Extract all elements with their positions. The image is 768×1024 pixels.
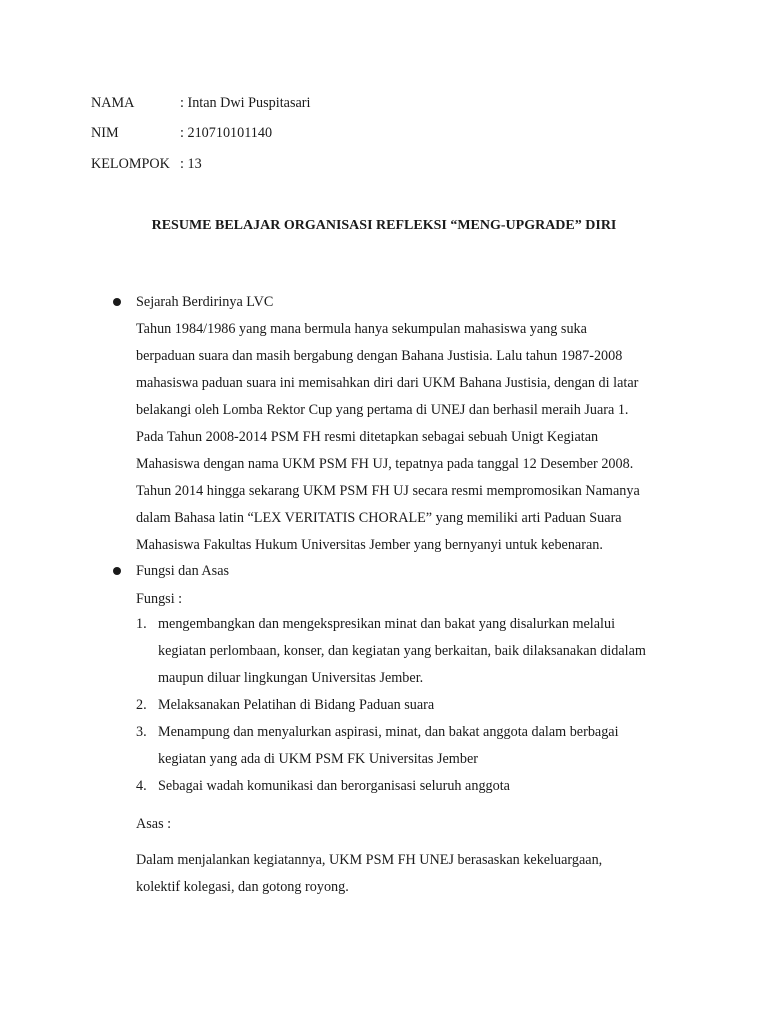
name-value: : Intan Dwi Puspitasari (180, 95, 311, 111)
kelompok-label: KELOMPOK (91, 156, 170, 172)
section-heading-fungsi-asas: Fungsi dan Asas (136, 563, 230, 579)
sejarah-paragraph (136, 319, 696, 562)
paragraph-line: kolektif kolegasi, dan gotong royong. (136, 879, 349, 895)
list-number: 1. (136, 616, 147, 632)
section-heading-sejarah: Sejarah Berdirinya LVC (136, 294, 274, 310)
fungsi-label: Fungsi : (136, 591, 183, 607)
document-title: RESUME BELAJAR ORGANISASI REFLEKSI “MENG-UPGRADE” DIRI (151, 218, 617, 233)
list-item-line: Sebagai wadah komunikasi dan berorganisasi seluruh anggota (158, 778, 510, 794)
nim-label: NIM (91, 125, 119, 141)
kelompok-value: : 13 (180, 156, 202, 172)
paragraph-line: Pada Tahun 2008-2014 PSM FH resmi ditetapkan sebagai sebuah Unigt Kegiatan (136, 429, 599, 445)
list-item (158, 722, 698, 776)
name-label: NAMA (91, 95, 135, 111)
bullet-icon (113, 298, 121, 306)
list-item-line: maupun diluar lingkungan Universitas Jember. (158, 670, 424, 686)
list-item-line: Melaksanakan Pelatihan di Bidang Paduan suara (158, 697, 435, 713)
nim-value: : 210710101140 (180, 125, 273, 141)
paragraph-line: Tahun 2014 hingga sekarang UKM PSM FH UJ secara resmi mempromosikan Namanya (136, 483, 640, 499)
paragraph-line: belakangi oleh Lomba Rektor Cup yang pertama di UNEJ dan berhasil meraih Juara 1. (136, 402, 629, 418)
list-number: 3. (136, 724, 147, 740)
paragraph-line: berpaduan suara dan masih bergabung dengan Bahana Justisia. Lalu tahun 1987-2008 (136, 348, 623, 364)
name-row (91, 93, 310, 113)
list-item-line: mengembangkan dan mengekspresikan minat dan bakat yang disalurkan melalui (158, 616, 616, 632)
paragraph-line: Tahun 1984/1986 yang mana bermula hanya sekumpulan mahasiswa yang suka (136, 321, 587, 337)
paragraph-line: Mahasiswa dengan nama UKM PSM FH UJ, tepatnya pada tanggal 12 Desember 2008. (136, 456, 634, 472)
bullet-icon (113, 567, 121, 575)
paragraph-line: dalam Bahasa latin “LEX VERITATIS CHORALE” yang memiliki arti Paduan Suara (136, 510, 622, 526)
list-item-line: kegiatan perlombaan, konser, dan kegiatan yang berkaitan, baik dilaksanakan didalam (158, 643, 646, 659)
list-item-line: kegiatan yang ada di UKM PSM FK Universitas Jember (158, 751, 478, 767)
list-number: 2. (136, 697, 147, 713)
list-item (158, 614, 698, 695)
list-item-line: Menampung dan menyalurkan aspirasi, minat, dan bakat anggota dalam berbagai (158, 724, 619, 740)
asas-label: Asas : (136, 816, 172, 832)
list-number: 4. (136, 778, 147, 794)
list-item (158, 695, 698, 722)
kelompok-row (91, 154, 202, 174)
list-item (158, 776, 698, 803)
asas-paragraph (136, 850, 696, 904)
paragraph-line: mahasiswa paduan suara ini memisahkan diri dari UKM Bahana Justisia, dengan di latar (136, 375, 639, 391)
paragraph-line: Dalam menjalankan kegiatannya, UKM PSM FH UNEJ berasaskan kekeluargaan, (136, 852, 603, 868)
nim-row (91, 123, 272, 143)
paragraph-line: Mahasiswa Fakultas Hukum Universitas Jember yang bernyanyi untuk kebenaran. (136, 537, 603, 553)
